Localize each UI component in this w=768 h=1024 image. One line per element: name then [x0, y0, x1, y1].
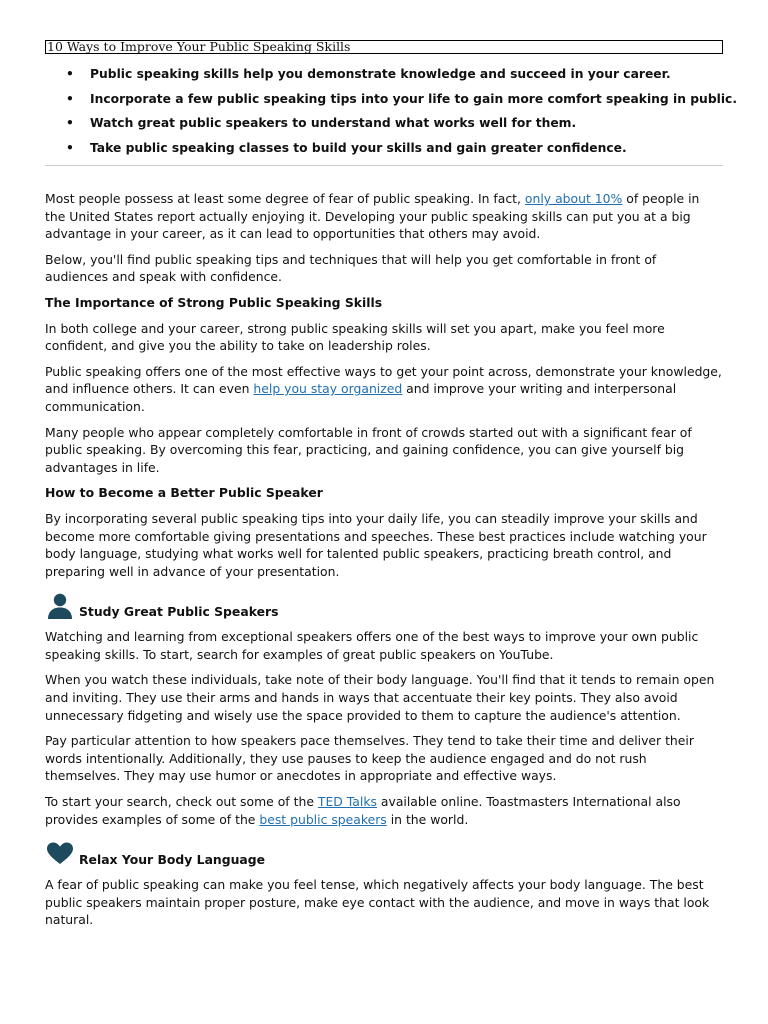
intro-paragraph	[45, 190, 723, 243]
key-point-text: Incorporate a few public speaking tips into your life to gain more comfort speaking in public.	[90, 91, 738, 106]
study-section-header	[45, 592, 723, 620]
best-public-speakers-link[interactable]: best public speakers	[259, 811, 387, 827]
key-point	[45, 140, 723, 165]
text: of people in the United States report actually enjoying it. Developing your public speaking skills can put you at a big advantage in your career, as it can lead to opportunities that others may avoid.	[45, 191, 700, 242]
text: in the world.	[386, 811, 469, 827]
better-speaker-heading: How to Become a Better Public Speaker	[45, 485, 323, 501]
bullet-icon: •	[66, 116, 74, 130]
ted-talks-link[interactable]: TED Talks	[317, 794, 377, 810]
bullet-icon: •	[66, 67, 74, 81]
only-about-10-percent-link[interactable]: only about 10%	[524, 191, 623, 206]
text: Public speaking offers one of the most effective ways to get your point across, demonstrate your knowledge, and influence others. It can even	[45, 363, 722, 397]
document-title: 10 Ways to Improve Your Public Speaking Skills	[45, 40, 723, 54]
key-points-list	[45, 66, 738, 164]
relax-heading: Relax Your Body Language	[79, 852, 266, 868]
document-page	[45, 40, 738, 937]
text: To start your search, check out some of the	[45, 794, 318, 810]
relax-paragraph: A fear of public speaking can make you feel tense, which negatively affects your body language. The best public speakers maintain proper posture, make eye contact with the audience, and move in ways that look natural.	[45, 877, 710, 928]
text: and improve your writing and interpersonal communication.	[45, 381, 677, 414]
study-paragraph: Pay particular attention to how speakers pace themselves. They tend to take their time and deliver their words intentionally. Additionally, they use pauses to keep the audience engaged and do not rush themselves. They may use humor or anecdotes in appropriate and effective ways.	[45, 733, 694, 784]
heart-icon	[45, 840, 75, 868]
key-point	[45, 91, 738, 116]
text: Most people possess at least some degree of fear of public speaking. In fact,	[45, 191, 525, 206]
bullet-icon: •	[66, 140, 74, 155]
help-you-stay-organized-link[interactable]: help you stay organized	[253, 381, 403, 397]
bullet-icon: •	[66, 91, 74, 106]
study-paragraph	[45, 793, 723, 828]
person-icon	[45, 592, 75, 620]
relax-section-header	[45, 840, 723, 868]
key-point-text: Watch great public speakers to understand what works well for them.	[90, 116, 577, 130]
study-paragraph: Watching and learning from exceptional speakers offers one of the best ways to improve your own public speaking skills. To start, search for examples of great public speakers on YouTube.	[45, 629, 699, 662]
key-point	[45, 115, 723, 140]
importance-paragraph: In both college and your career, strong public speaking skills will set you apart, make you feel more confident, and give you the ability to take on leadership roles.	[45, 320, 665, 354]
key-point-text: Take public speaking classes to build your skills and gain greater confidence.	[90, 140, 627, 155]
intro-paragraph: Below, you'll find public speaking tips and techniques that will help you get comfortable in front of audiences and speak with confidence.	[45, 251, 657, 285]
importance-paragraph: Many people who appear completely comfortable in front of crowds started out with a significant fear of public speaking. By overcoming this fear, practicing, and gaining confidence, you can give yourself big advantages in life.	[45, 424, 692, 475]
study-heading: Study Great Public Speakers	[79, 604, 279, 620]
text: available online. Toastmasters International also provides examples of some of the	[45, 794, 681, 827]
article-body	[45, 190, 723, 929]
key-point-text: Public speaking skills help you demonstrate knowledge and succeed in your career.	[90, 67, 671, 81]
better-speaker-paragraph: By incorporating several public speaking tips into your daily life, you can steadily improve your skills and become more comfortable giving presentations and speeches. These best practices include watching your body language, studying what works well for talented public speakers, practicing breath control, and preparing well in advance of your presentation.	[45, 510, 707, 579]
key-point	[45, 66, 723, 91]
importance-heading: The Importance of Strong Public Speaking Skills	[45, 294, 383, 310]
divider	[45, 165, 723, 166]
importance-paragraph	[45, 363, 723, 416]
study-paragraph: When you watch these individuals, take note of their body language. You'll find that it tends to remain open and inviting. They use their arms and hands in ways that accentuate their key points. They also avoid unnecessary fidgeting and wisely use the space provided to them to capture the audience's attention.	[45, 672, 715, 723]
